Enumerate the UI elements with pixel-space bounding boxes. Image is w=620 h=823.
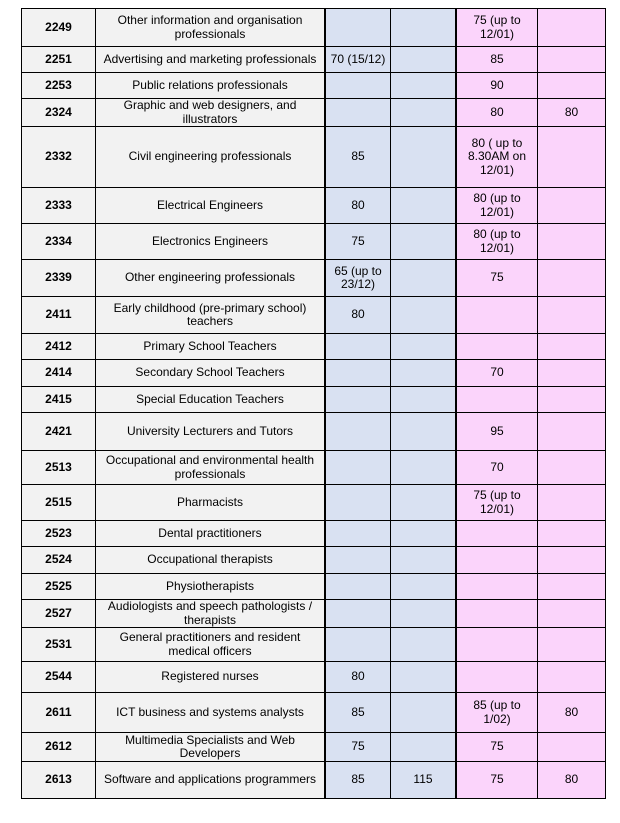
points-col4-cell xyxy=(538,9,606,47)
occupation-name-cell: Occupational therapists xyxy=(96,547,326,574)
points-col3-cell xyxy=(456,628,538,662)
points-col1-cell: 65 (up to 23/12) xyxy=(325,260,391,297)
points-col4-cell xyxy=(538,127,606,188)
occupation-name-cell: Registered nurses xyxy=(96,662,326,693)
table-row xyxy=(22,628,606,662)
occupation-code-cell: 2524 xyxy=(22,547,96,574)
occupation-name-cell: General practitioners and resident medical officers xyxy=(96,628,326,662)
table-row xyxy=(22,73,606,99)
points-col4-cell: 80 xyxy=(538,693,606,733)
table-row xyxy=(22,334,606,360)
points-col2-cell xyxy=(391,574,457,600)
points-col1-cell: 80 xyxy=(325,662,391,693)
table-row xyxy=(22,762,606,799)
occupation-code-cell: 2411 xyxy=(22,297,96,334)
table-row xyxy=(22,733,606,762)
occupation-name-cell: University Lecturers and Tutors xyxy=(96,413,326,451)
points-col4-cell xyxy=(538,521,606,547)
points-col3-cell: 70 xyxy=(456,451,538,485)
points-col4-cell xyxy=(538,413,606,451)
points-col2-cell xyxy=(391,9,457,47)
occupation-code-cell: 2531 xyxy=(22,628,96,662)
occupation-code-cell: 2515 xyxy=(22,485,96,521)
points-col4-cell xyxy=(538,297,606,334)
occupation-name-cell: Special Education Teachers xyxy=(96,387,326,413)
points-col2-cell xyxy=(391,521,457,547)
occupation-code-cell: 2334 xyxy=(22,224,96,260)
table-row xyxy=(22,297,606,334)
points-col2-cell xyxy=(391,387,457,413)
points-col4-cell: 80 xyxy=(538,99,606,127)
points-col1-cell xyxy=(325,574,391,600)
points-col2-cell xyxy=(391,127,457,188)
points-col1-cell xyxy=(325,387,391,413)
points-col1-cell: 85 xyxy=(325,693,391,733)
occupation-code-cell: 2332 xyxy=(22,127,96,188)
occupation-name-cell: Other engineering professionals xyxy=(96,260,326,297)
points-col1-cell: 85 xyxy=(325,762,391,799)
occupation-code-cell: 2251 xyxy=(22,47,96,73)
points-col1-cell xyxy=(325,547,391,574)
table-row xyxy=(22,547,606,574)
points-col1-cell: 75 xyxy=(325,224,391,260)
points-col3-cell: 95 xyxy=(456,413,538,451)
points-col4-cell xyxy=(538,387,606,413)
points-col4-cell xyxy=(538,47,606,73)
points-col3-cell: 80 (up to 12/01) xyxy=(456,224,538,260)
table-row xyxy=(22,99,606,127)
table-row xyxy=(22,451,606,485)
points-col3-cell: 90 xyxy=(456,73,538,99)
points-col3-cell: 85 xyxy=(456,47,538,73)
occupation-code-cell: 2611 xyxy=(22,693,96,733)
points-col1-cell xyxy=(325,360,391,387)
table-row xyxy=(22,47,606,73)
table-row xyxy=(22,413,606,451)
points-col3-cell xyxy=(456,574,538,600)
points-col3-cell: 75 (up to 12/01) xyxy=(456,485,538,521)
occupation-code-cell: 2612 xyxy=(22,733,96,762)
points-col3-cell: 85 (up to 1/02) xyxy=(456,693,538,733)
points-col3-cell xyxy=(456,600,538,628)
points-col3-cell: 75 xyxy=(456,733,538,762)
points-col1-cell xyxy=(325,334,391,360)
points-col4-cell xyxy=(538,733,606,762)
occupation-name-cell: Software and applications programmers xyxy=(96,762,326,799)
occupation-code-cell: 2523 xyxy=(22,521,96,547)
points-col2-cell xyxy=(391,547,457,574)
table-row xyxy=(22,485,606,521)
occupation-name-cell: Civil engineering professionals xyxy=(96,127,326,188)
points-col2-cell xyxy=(391,297,457,334)
table-row xyxy=(22,574,606,600)
occupation-name-cell: Pharmacists xyxy=(96,485,326,521)
occupation-code-cell: 2414 xyxy=(22,360,96,387)
points-col2-cell xyxy=(391,188,457,224)
table-row xyxy=(22,521,606,547)
occupation-name-cell: ICT business and systems analysts xyxy=(96,693,326,733)
points-col3-cell: 70 xyxy=(456,360,538,387)
table-row xyxy=(22,188,606,224)
occupation-code-cell: 2421 xyxy=(22,413,96,451)
points-col2-cell xyxy=(391,485,457,521)
occupation-code-cell: 2544 xyxy=(22,662,96,693)
table-row xyxy=(22,224,606,260)
occupation-name-cell: Advertising and marketing professionals xyxy=(96,47,326,73)
points-col1-cell xyxy=(325,9,391,47)
points-col3-cell xyxy=(456,334,538,360)
occupation-code-cell: 2339 xyxy=(22,260,96,297)
points-col1-cell: 70 (15/12) xyxy=(325,47,391,73)
points-col4-cell xyxy=(538,73,606,99)
points-col4-cell xyxy=(538,188,606,224)
points-col4-cell: 80 xyxy=(538,762,606,799)
occupation-code-cell: 2412 xyxy=(22,334,96,360)
occupation-name-cell: Primary School Teachers xyxy=(96,334,326,360)
points-col2-cell xyxy=(391,99,457,127)
points-col2-cell xyxy=(391,47,457,73)
table-row xyxy=(22,360,606,387)
points-col3-cell xyxy=(456,662,538,693)
occupation-code-cell: 2525 xyxy=(22,574,96,600)
occupation-code-cell: 2527 xyxy=(22,600,96,628)
table-row xyxy=(22,662,606,693)
occupation-code-cell: 2324 xyxy=(22,99,96,127)
occupation-code-cell: 2333 xyxy=(22,188,96,224)
points-col3-cell: 80 xyxy=(456,99,538,127)
points-col4-cell xyxy=(538,360,606,387)
points-col2-cell xyxy=(391,600,457,628)
points-col1-cell: 85 xyxy=(325,127,391,188)
points-col1-cell xyxy=(325,99,391,127)
occupation-code-cell: 2613 xyxy=(22,762,96,799)
points-col1-cell: 80 xyxy=(325,188,391,224)
occupation-name-cell: Dental practitioners xyxy=(96,521,326,547)
points-col2-cell xyxy=(391,413,457,451)
points-col3-cell xyxy=(456,387,538,413)
points-col1-cell xyxy=(325,600,391,628)
points-col2-cell xyxy=(391,693,457,733)
points-col2-cell xyxy=(391,73,457,99)
occupation-name-cell: Early childhood (pre-primary school) teachers xyxy=(96,297,326,334)
occupation-table xyxy=(21,8,606,799)
table-row xyxy=(22,260,606,297)
points-col1-cell xyxy=(325,451,391,485)
points-col1-cell xyxy=(325,521,391,547)
occupation-code-cell: 2513 xyxy=(22,451,96,485)
points-col2-cell xyxy=(391,662,457,693)
points-col2-cell xyxy=(391,224,457,260)
occupation-name-cell: Other information and organisation professionals xyxy=(96,9,326,47)
occupation-name-cell: Electrical Engineers xyxy=(96,188,326,224)
points-col1-cell xyxy=(325,73,391,99)
occupation-name-cell: Electronics Engineers xyxy=(96,224,326,260)
points-col3-cell: 75 xyxy=(456,762,538,799)
points-col4-cell xyxy=(538,662,606,693)
points-col2-cell xyxy=(391,260,457,297)
points-col4-cell xyxy=(538,485,606,521)
occupation-table-body xyxy=(22,9,606,799)
occupation-code-cell: 2253 xyxy=(22,73,96,99)
points-col1-cell: 80 xyxy=(325,297,391,334)
table-row xyxy=(22,693,606,733)
points-col1-cell xyxy=(325,485,391,521)
points-col4-cell xyxy=(538,547,606,574)
occupation-name-cell: Secondary School Teachers xyxy=(96,360,326,387)
occupation-name-cell: Physiotherapists xyxy=(96,574,326,600)
points-col4-cell xyxy=(538,224,606,260)
table-row xyxy=(22,387,606,413)
points-col2-cell xyxy=(391,451,457,485)
points-col3-cell xyxy=(456,521,538,547)
occupation-name-cell: Occupational and environmental health professionals xyxy=(96,451,326,485)
points-col2-cell xyxy=(391,334,457,360)
occupation-name-cell: Multimedia Specialists and Web Developers xyxy=(96,733,326,762)
points-col3-cell xyxy=(456,547,538,574)
points-col1-cell xyxy=(325,413,391,451)
points-col3-cell xyxy=(456,297,538,334)
points-col4-cell xyxy=(538,628,606,662)
occupation-name-cell: Graphic and web designers, and illustrators xyxy=(96,99,326,127)
table-row xyxy=(22,9,606,47)
points-col3-cell: 75 xyxy=(456,260,538,297)
points-col4-cell xyxy=(538,334,606,360)
points-col2-cell xyxy=(391,628,457,662)
occupation-code-cell: 2249 xyxy=(22,9,96,47)
points-col3-cell: 80 (up to 12/01) xyxy=(456,188,538,224)
points-col4-cell xyxy=(538,600,606,628)
occupation-name-cell: Audiologists and speech pathologists / therapists xyxy=(96,600,326,628)
points-col1-cell xyxy=(325,628,391,662)
table-row xyxy=(22,127,606,188)
points-col3-cell: 75 (up to 12/01) xyxy=(456,9,538,47)
points-col2-cell xyxy=(391,360,457,387)
points-col4-cell xyxy=(538,260,606,297)
points-col3-cell: 80 ( up to 8.30AM on 12/01) xyxy=(456,127,538,188)
points-col1-cell: 75 xyxy=(325,733,391,762)
points-col2-cell xyxy=(391,733,457,762)
occupation-name-cell: Public relations professionals xyxy=(96,73,326,99)
points-col4-cell xyxy=(538,574,606,600)
occupation-code-cell: 2415 xyxy=(22,387,96,413)
points-col2-cell: 115 xyxy=(391,762,457,799)
points-col4-cell xyxy=(538,451,606,485)
table-row xyxy=(22,600,606,628)
